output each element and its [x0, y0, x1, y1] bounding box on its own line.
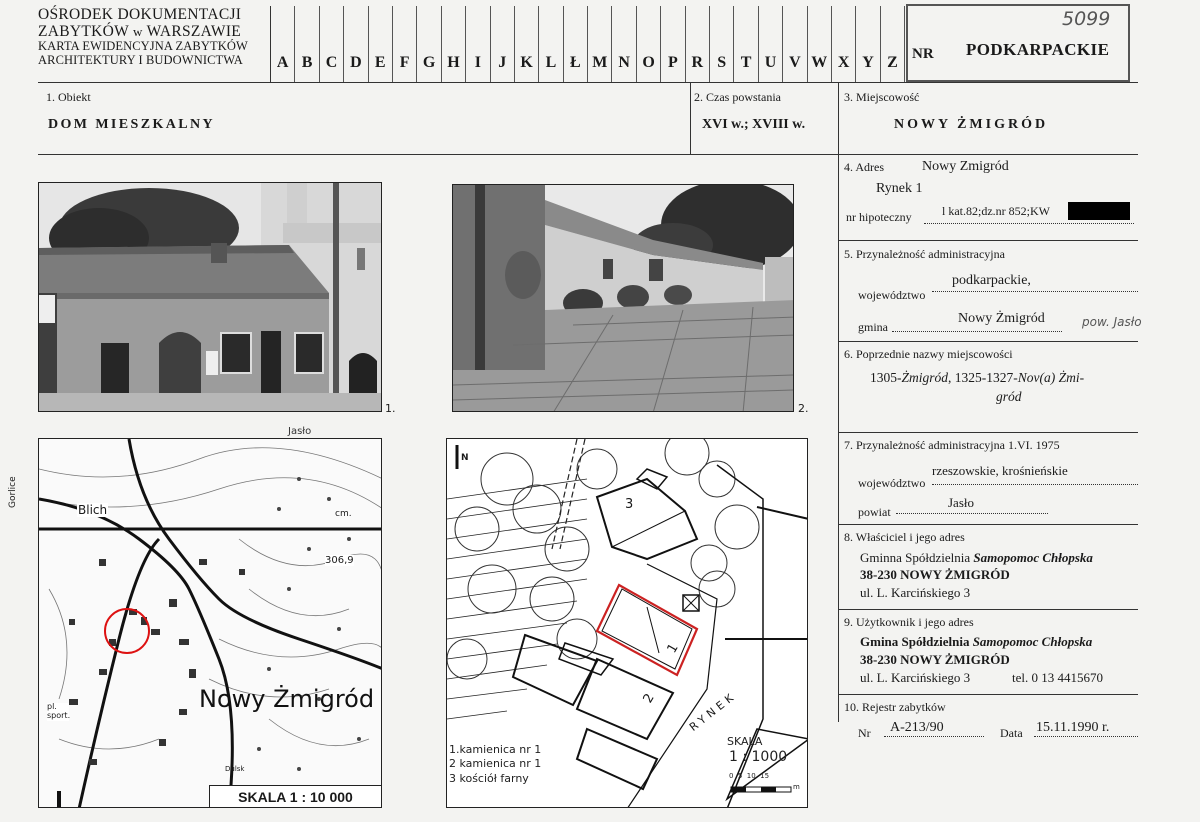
map-label-elevation: 306,9: [325, 555, 354, 566]
photo-front-facade: [38, 182, 382, 412]
letter-cell: Y: [855, 6, 879, 82]
map-direction-jaslo: Jasło: [288, 426, 312, 437]
photo-1-number: 1.: [385, 402, 396, 415]
voivodeship-value: podkarpackie,: [952, 273, 1031, 288]
map-scale: SKALA 1 : 10 000: [209, 785, 381, 807]
gmina-label: gmina: [858, 320, 888, 334]
voivodeship-label: województwo: [858, 288, 926, 302]
card-type-line-1: KARTA EWIDENCYJNA ZABYTKÓW: [38, 39, 248, 54]
locality-name: NOWY ŻMIGRÓD: [894, 117, 1049, 132]
plan-label-1: 1: [664, 641, 682, 656]
plan-scale-ratio: 1 : 1000: [729, 749, 788, 765]
letter-cell: B: [294, 6, 318, 82]
map-label-blich: Blich: [78, 503, 108, 517]
mortgage-value: l kat.82;dz.nr 852;KW: [942, 204, 1050, 218]
section-1-label: 1. Obiekt: [46, 90, 91, 104]
north-label: N: [461, 453, 469, 463]
mortgage-label: nr hipoteczny: [846, 210, 912, 224]
previous-names-line-2: gród: [996, 389, 1022, 404]
address-city: Nowy Zmigród: [922, 159, 1009, 174]
previous-names-line-1: 1305-Żmigród, 1325-1327-Nov(a) Żmi-: [870, 370, 1085, 385]
plan-label-2: 2: [640, 691, 658, 706]
letter-cell: U: [758, 6, 782, 82]
letter-cell: I: [465, 6, 489, 82]
letter-cell: T: [733, 6, 757, 82]
letter-cell: E: [368, 6, 392, 82]
voivodeship-1975-label: województwo: [858, 476, 926, 490]
letter-cell: V: [782, 6, 806, 82]
letter-cell: Ł: [563, 6, 587, 82]
register-date-value: 15.11.1990 r.: [1036, 720, 1110, 735]
voivodeship-1975-value: rzeszowskie, krośnieńskie: [932, 463, 1068, 478]
plan-scale-unit: m: [793, 783, 800, 791]
card-type-line-2: ARCHITEKTURY I BUDOWNICTWA: [38, 52, 243, 67]
plan-scale-ticks: 0 5 10 15: [729, 772, 770, 780]
letter-cell: M: [587, 6, 611, 82]
legend-item-1: 1.kamienica nr 1: [449, 743, 542, 756]
letter-cell: R: [685, 6, 709, 82]
owner-line-1: Gminna Spółdzielnia Samopomoc Chłopska: [860, 550, 1093, 565]
province-name: PODKARPACKIE: [966, 40, 1110, 59]
location-map: [38, 438, 382, 808]
gmina-value: Nowy Żmigród: [958, 311, 1045, 326]
section-6-label: 6. Poprzednie nazwy miejscowości: [844, 347, 1013, 361]
object-name: DOM MIESZKALNY: [48, 117, 215, 132]
section-10-label: 10. Rejestr zabytków: [844, 700, 946, 714]
letter-cell: C: [319, 6, 343, 82]
institution-header: [38, 6, 270, 68]
letter-cell: G: [416, 6, 440, 82]
section-5-label: 5. Przynależność administracyjna: [844, 247, 1005, 261]
user-line-1: Gmina Spółdzielnia Samopomoc Chłopska: [860, 634, 1093, 649]
letter-cell: P: [660, 6, 684, 82]
register-nr-value: A-213/90: [890, 720, 944, 735]
section-8-label: 8. Właściciel i jego adres: [844, 530, 965, 544]
owner-line-3: ul. L. Karcińskiego 3: [860, 585, 971, 600]
map-label-cemetery: cm.: [335, 509, 352, 519]
letter-cell: O: [636, 6, 660, 82]
section-7-label: 7. Przynależność administracyjna 1.VI. 1975: [844, 438, 1060, 452]
plan-scale-title: SKALA: [727, 735, 763, 748]
letter-cell: J: [490, 6, 514, 82]
letter-cell: D: [343, 6, 367, 82]
county-1975-label: powiat: [858, 505, 891, 519]
photo-2-number: 2.: [798, 402, 809, 415]
county-1975-value: Jasło: [948, 495, 974, 510]
section-9-label: 9. Użytkownik i jego adres: [844, 615, 974, 629]
register-date-label: Data: [1000, 726, 1023, 740]
letter-index-row: [270, 6, 904, 82]
site-plan: [446, 438, 808, 808]
user-line-2: 38-230 NOWY ŻMIGRÓD: [860, 652, 1010, 667]
user-line-3: ul. L. Karcińskiego 3: [860, 670, 971, 685]
map-label-town: Nowy Żmigród: [199, 685, 375, 713]
map-label-sport: pl. sport.: [47, 702, 71, 720]
letter-cell: F: [392, 6, 416, 82]
handwritten-county-note: pow. Jasło: [1082, 315, 1142, 329]
plan-label-rynek: RYNEK: [686, 689, 740, 734]
plan-legend: [449, 743, 541, 786]
letter-cell: K: [514, 6, 538, 82]
construction-period: XVI w.; XVIII w.: [702, 117, 806, 132]
letter-cell: X: [831, 6, 855, 82]
map-direction-gorlice: Gorlice: [8, 476, 18, 508]
letter-cell: Z: [880, 6, 904, 82]
section-2-label: 2. Czas powstania: [694, 90, 781, 104]
letter-cell: H: [441, 6, 465, 82]
plan-label-3: 3: [625, 497, 634, 512]
institution-line-2: ZABYTKÓW w WARSZAWIE: [38, 23, 242, 41]
letter-cell: N: [611, 6, 635, 82]
legend-item-2: 2 kamienica nr 1: [449, 757, 542, 771]
user-phone: tel. 0 13 4415670: [1012, 670, 1103, 685]
legend-item-3: 3 kościół farny: [449, 771, 529, 785]
institution-line-1: OŚRODEK DOKUMENTACJI: [38, 6, 242, 23]
nr-label: NR: [912, 46, 934, 62]
letter-cell: A: [270, 6, 294, 82]
handwritten-card-number: 5099: [1062, 8, 1111, 30]
letter-cell: W: [807, 6, 831, 82]
owner-line-2: 38-230 NOWY ŻMIGRÓD: [860, 567, 1010, 582]
letter-cell: L: [538, 6, 562, 82]
photo-side-street: [452, 184, 794, 412]
section-4-label: 4. Adres: [844, 160, 884, 174]
redacted-block: [1068, 202, 1130, 220]
address-street: Rynek 1: [876, 181, 923, 196]
register-nr-label: Nr: [858, 726, 871, 740]
section-3-label: 3. Miejscowość: [844, 90, 920, 104]
map-label-dulsk: Dulsk: [225, 765, 245, 773]
letter-cell: S: [709, 6, 733, 82]
